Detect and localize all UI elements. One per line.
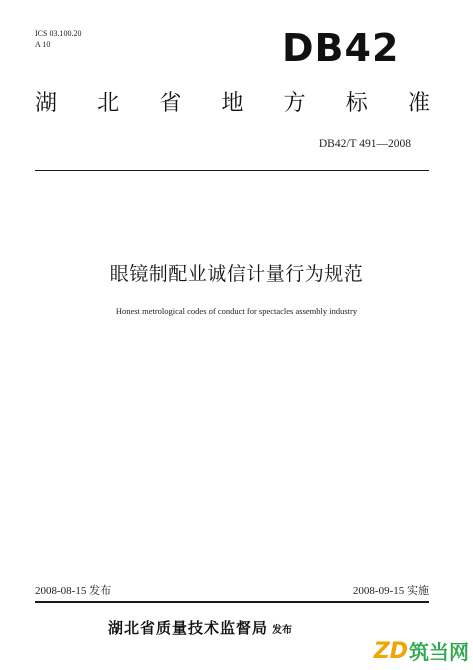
- title-english: Honest metrological codes of conduct for spectacles assembly industry: [115, 306, 358, 316]
- site-watermark: [374, 640, 469, 664]
- standard-type-char: 省: [159, 91, 182, 116]
- issuer-name: 湖北省质量技术监督局: [108, 619, 269, 637]
- standard-type-heading: [35, 90, 430, 118]
- implementation-date: 2008-09-15 实施: [352, 585, 429, 597]
- standard-number: DB42/T 491—2008: [318, 138, 411, 150]
- standard-type-char: 标: [345, 91, 368, 116]
- issuer-suffix: 发布: [272, 625, 293, 636]
- standard-type-char: 方: [283, 91, 306, 116]
- issue-date: 2008-08-15 发布: [35, 585, 112, 597]
- standard-type-char: 地: [221, 91, 244, 116]
- watermark-text: 筑当网: [409, 640, 469, 664]
- bottom-divider: [35, 601, 429, 603]
- issuing-authority: [108, 617, 292, 638]
- ccs-code: A 10: [35, 40, 51, 49]
- standard-code-logo: DB42: [282, 26, 400, 70]
- standard-type-char: 北: [97, 91, 120, 116]
- top-divider: [35, 170, 429, 171]
- ics-code: ICS 03.100.20: [35, 29, 82, 38]
- standard-type-char: 湖: [35, 91, 58, 116]
- watermark-logo-icon: ZD: [373, 639, 408, 664]
- title-chinese: 眼镜制配业诚信计量行为规范: [109, 263, 364, 285]
- standard-type-char: 准: [407, 91, 430, 116]
- classification-codes: [35, 28, 81, 50]
